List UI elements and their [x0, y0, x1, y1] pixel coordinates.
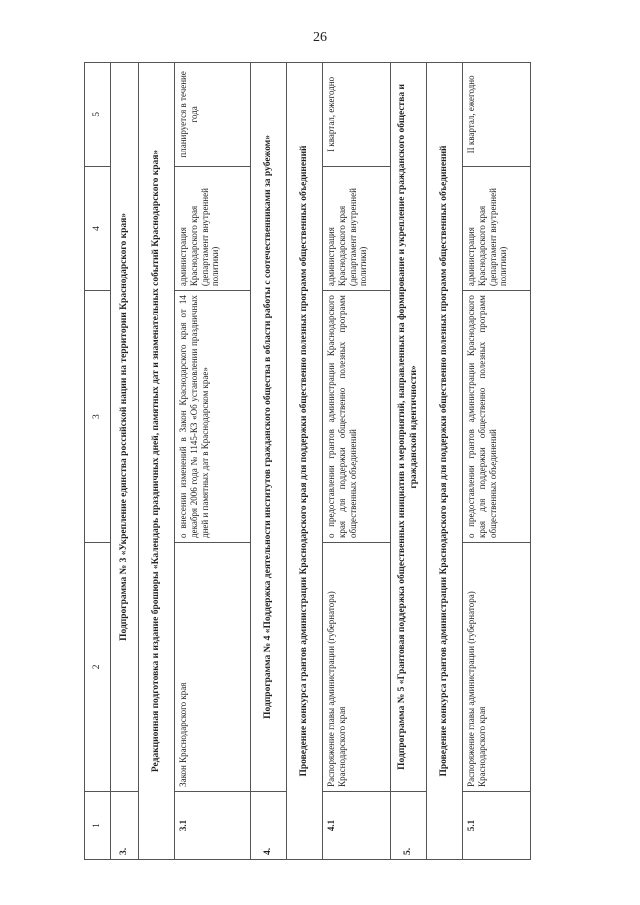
- page-number: 26: [313, 30, 327, 45]
- subsection-row: [287, 63, 323, 860]
- act-content: о внесении изменений в Закон Краснодарского края от 14 декабря 2006 года № 1145-КЗ «Об установлении праздничных дней и памятных дат в Краснодарском крае»: [175, 291, 251, 543]
- section-row: [391, 63, 427, 860]
- row-number: 4.1: [323, 791, 391, 859]
- header-col-5: 5: [85, 63, 111, 167]
- section-row: [251, 63, 287, 860]
- table-row: [323, 63, 391, 860]
- subsection-title: Проведение конкурса грантов администрации Краснодарского края для поддержки общественно полезных программ общественных объединений: [427, 63, 463, 860]
- table-row: [463, 63, 531, 860]
- header-col-1: 1: [85, 791, 111, 859]
- subsection-row: [427, 63, 463, 860]
- header-row: [85, 63, 111, 860]
- section-number: 3.: [111, 791, 139, 859]
- act-term: II квартал, ежегодно: [463, 63, 531, 167]
- table-row: [175, 63, 251, 860]
- act-executor: администрация Краснодарского края (департамент внутренней политики): [323, 166, 391, 290]
- row-number: 5.1: [463, 791, 531, 859]
- act-executor: администрация Краснодарского края (департамент внутренней политики): [175, 166, 251, 290]
- act-term: I квартал, ежегодно: [323, 63, 391, 167]
- header-col-4: 4: [85, 166, 111, 290]
- header-col-3: 3: [85, 291, 111, 543]
- header-col-2: 2: [85, 542, 111, 791]
- subsection-title: Проведение конкурса грантов администрации Краснодарского края для поддержки общественно полезных программ общественных объединений: [287, 63, 323, 860]
- act-name: Распоряжение главы администрации (губернатора) Краснодарского края: [323, 542, 391, 791]
- row-number: 3.1: [175, 791, 251, 859]
- act-name: Распоряжение главы администрации (губернатора) Краснодарского края: [463, 542, 531, 791]
- act-name: Закон Краснодарского края: [175, 542, 251, 791]
- subsection-row: [139, 63, 175, 860]
- legal-acts-table: [84, 62, 531, 860]
- act-content: о предоставлении грантов администрации Краснодарского края для поддержки общественно полезных программ общественных объединений: [323, 291, 391, 543]
- act-executor: администрация Краснодарского края (департамент внутренней политики): [463, 166, 531, 290]
- section-number: 4.: [251, 791, 287, 859]
- act-content: о предоставлении грантов администрации Краснодарского края для поддержки общественно полезных программ общественных объединений: [463, 291, 531, 543]
- section-number: 5.: [391, 791, 427, 859]
- section-title: Подпрограмма № 5 «Грантовая поддержка общественных инициатив и мероприятий, направленных на формирование и укрепление гражданского общества и гражданской идентичности»: [391, 63, 427, 792]
- section-title: Подпрограмма № 3 «Укрепление единства российской нации на территории Краснодарского края»: [111, 63, 139, 792]
- section-row: [111, 63, 139, 860]
- section-title: Подпрограмма № 4 «Поддержка деятельности институтов гражданского общества в области работы с соотечественниками за рубежом»: [251, 63, 287, 792]
- subsection-title: Редакционная подготовка и издание брошюры «Календарь праздничных дней, памятных дат и знаменательных событий Краснодарского края»: [139, 63, 175, 860]
- act-term: планируется в течение года: [175, 63, 251, 167]
